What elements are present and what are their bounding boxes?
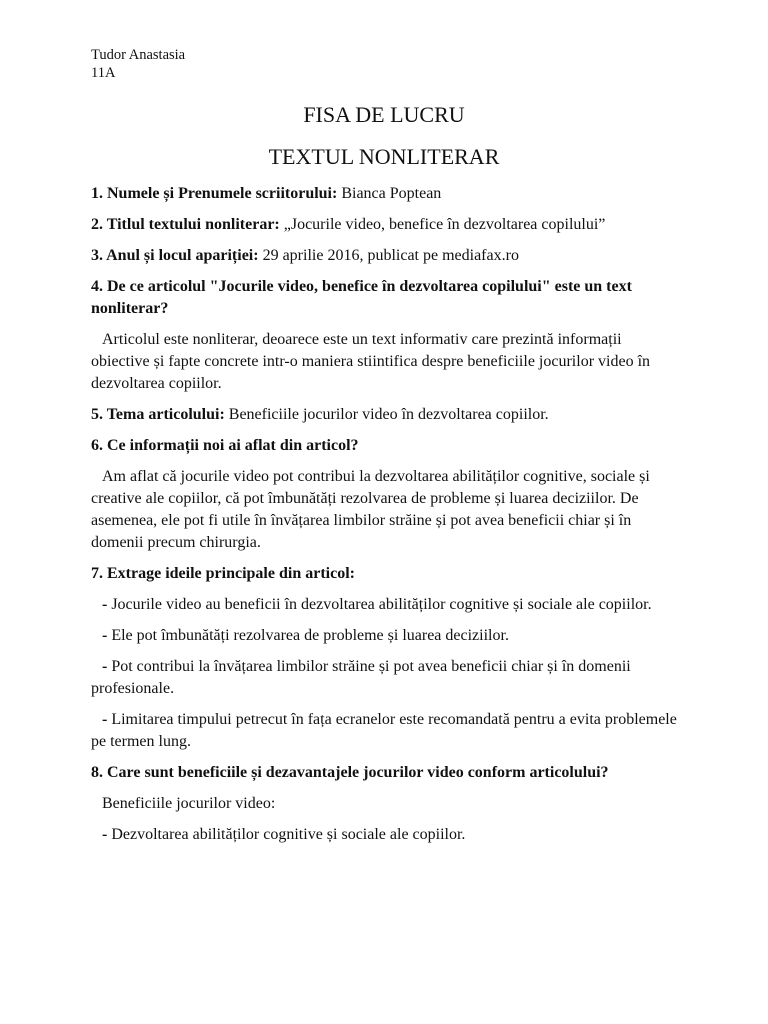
question-5-answer: Beneficiile jocurilor video în dezvoltarea copiilor. [224, 406, 549, 423]
question-3-label: 3. Anul și locul apariției: [91, 247, 259, 264]
question-8-subheading: Beneficiile jocurilor video: [102, 795, 276, 812]
question-6 [91, 435, 681, 457]
question-1-label: 1. Numele și Prenumele scriitorului: [91, 185, 338, 202]
bullet-text: Dezvoltarea abilităților cognitive și sociale ale copiilor. [111, 826, 466, 843]
bullet-text: Jocurile video au beneficii în dezvoltarea abilităților cognitive și sociale ale copiilor. [111, 596, 652, 613]
list-item [91, 824, 681, 846]
bullet-text: Pot contribui la învățarea limbilor străine și pot avea beneficii chiar și în domenii profesionale. [91, 658, 631, 697]
question-4-label: 4. De ce articolul "Jocurile video, benefice în dezvoltarea copilului" este un text nonliterar? [91, 278, 632, 317]
question-2-label: 2. Titlul textului nonliterar: [91, 216, 280, 233]
question-6-answer: Am aflat că jocurile video pot contribui la dezvoltarea abilităților cognitive, sociale și creative ale copiilor, că pot îmbunătăți rezolvarea de probleme și luarea deciziilor. De asemenea, ele pot fi utile în învățarea limbilor străine și pot avea beneficii chiar și în domenii precum chirurgia. [91, 468, 650, 551]
question-8-label: 8. Care sunt beneficiile și dezavantajele jocurilor video conform articolului? [91, 764, 609, 781]
author-class: 11A [91, 65, 116, 81]
bullet-dash: - [102, 826, 112, 843]
question-8 [91, 762, 681, 784]
question-3-answer: 29 aprilie 2016, publicat pe mediafax.ro [258, 247, 519, 264]
bullet-text: Limitarea timpului petrecut în fața ecranelor este recomandată pentru a evita problemele pe termen lung. [91, 711, 677, 750]
list-item [91, 656, 681, 700]
worksheet-subtitle: TEXTUL NONLITERAR [268, 144, 500, 169]
worksheet-body [91, 183, 681, 855]
question-5 [91, 404, 681, 426]
question-4 [91, 276, 681, 320]
bullet-text: Ele pot îmbunătăți rezolvarea de probleme și luarea deciziilor. [111, 627, 509, 644]
question-1 [91, 183, 681, 205]
question-4-answer: Articolul este nonliterar, deoarece este un text informativ care prezintă informații obiective și fapte concrete intr-o maniera stiintifica despre beneficiile jocurilor video în dezvoltarea copiilor. [91, 331, 651, 392]
question-6-label: 6. Ce informații noi ai aflat din articol? [91, 437, 359, 454]
question-2 [91, 214, 681, 236]
list-item [91, 594, 681, 616]
question-3 [91, 245, 681, 267]
list-item [91, 709, 681, 753]
bullet-dash: - [102, 711, 112, 728]
bullet-dash: - [102, 658, 112, 675]
question-7 [91, 563, 681, 585]
worksheet-title: FISA DE LUCRU [303, 102, 465, 127]
question-5-label: 5. Tema articolului: [91, 406, 225, 423]
list-item [91, 625, 681, 647]
bullet-dash: - [102, 596, 112, 613]
bullet-dash: - [102, 627, 112, 644]
author-name: Tudor Anastasia [91, 47, 186, 63]
question-7-label: 7. Extrage ideile principale din articol: [91, 565, 355, 582]
question-2-answer: „Jocurile video, benefice în dezvoltarea copilului” [279, 216, 606, 233]
question-1-answer: Bianca Poptean [337, 185, 442, 202]
author-header [91, 46, 185, 82]
